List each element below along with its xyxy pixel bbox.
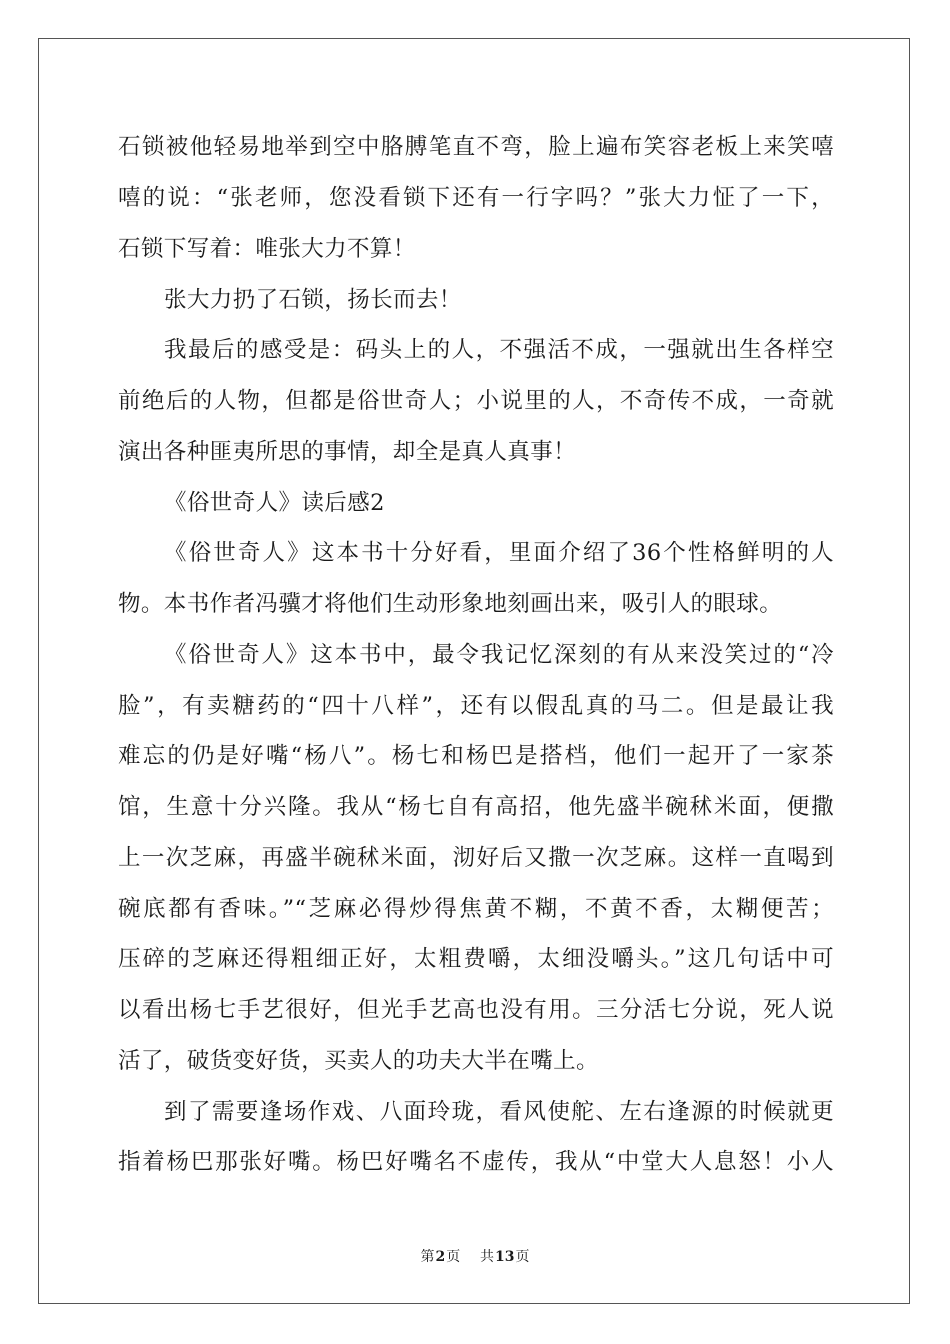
paragraph-line: 《俗世奇人》这本书中，最令我记忆深刻的有从来没笑过的“冷 <box>164 642 834 668</box>
text-line: 碗底都有香味。”“芝麻必得炒得焦黄不糊，不黄不香，太糊便苦； <box>118 896 834 922</box>
text-line: 嘻的说：“张老师，您没看锁下还有一行字吗？”张大力怔了一下， <box>118 185 834 211</box>
text-line: 馆，生意十分兴隆。我从“杨七自有高招，他先盛半碗秫米面，便撒 <box>118 794 834 820</box>
text-line: 以看出杨七手艺很好，但光手艺高也没有用。三分活七分说，死人说 <box>118 997 834 1023</box>
text-line: 脸”，有卖糖药的“四十八样”，还有以假乱真的马二。但是最让我 <box>118 693 834 719</box>
total-suffix: 页 <box>515 1249 530 1265</box>
page-footer <box>0 1247 950 1267</box>
text-line: 难忘的仍是好嘴“杨八”。杨七和杨巴是搭档，他们一起开了一家茶 <box>118 743 834 769</box>
paragraph-line: 到了需要逢场作戏、八面玲珑，看风使舵、左右逢源的时候就更 <box>164 1099 834 1125</box>
text-line: 活了，破货变好货，买卖人的功夫大半在嘴上。 <box>118 1048 599 1074</box>
page-suffix: 页 <box>446 1249 461 1265</box>
text-line: 石锁下写着：唯张大力不算！ <box>118 236 416 262</box>
paragraph-line: 我最后的感受是：码头上的人，不强活不成，一强就出生各样空 <box>164 337 834 363</box>
page-prefix: 第 <box>420 1249 435 1265</box>
text-line: 石锁被他轻易地举到空中胳膊笔直不弯，脸上遍布笑容老板上来笑嘻 <box>118 134 834 160</box>
text-line: 上一次芝麻，再盛半碗秫米面，沏好后又撒一次芝麻。这样一直喝到 <box>118 845 834 871</box>
total-pages: 13 <box>495 1249 515 1265</box>
text-line: 演出各种匪夷所思的事情，却全是真人真事！ <box>118 439 577 465</box>
section-heading: 《俗世奇人》读后感2 <box>164 490 385 516</box>
total-prefix: 共 <box>480 1249 495 1265</box>
text-line: 物。本书作者冯骥才将他们生动形象地刻画出来，吸引人的眼球。 <box>118 591 783 617</box>
text-line: 指着杨巴那张好嘴。杨巴好嘴名不虚传，我从“中堂大人息怒！小人 <box>118 1149 834 1175</box>
text-line: 压碎的芝麻还得粗细正好，太粗费嚼，太细没嚼头。”这几句话中可 <box>118 946 834 972</box>
page-number: 2 <box>435 1249 446 1265</box>
paragraph-line: 《俗世奇人》这本书十分好看，里面介绍了36个性格鲜明的人 <box>164 540 834 566</box>
text-line: 前绝后的人物，但都是俗世奇人；小说里的人，不奇传不成，一奇就 <box>118 388 834 414</box>
paragraph-line: 张大力扔了石锁，扬长而去！ <box>164 287 462 313</box>
